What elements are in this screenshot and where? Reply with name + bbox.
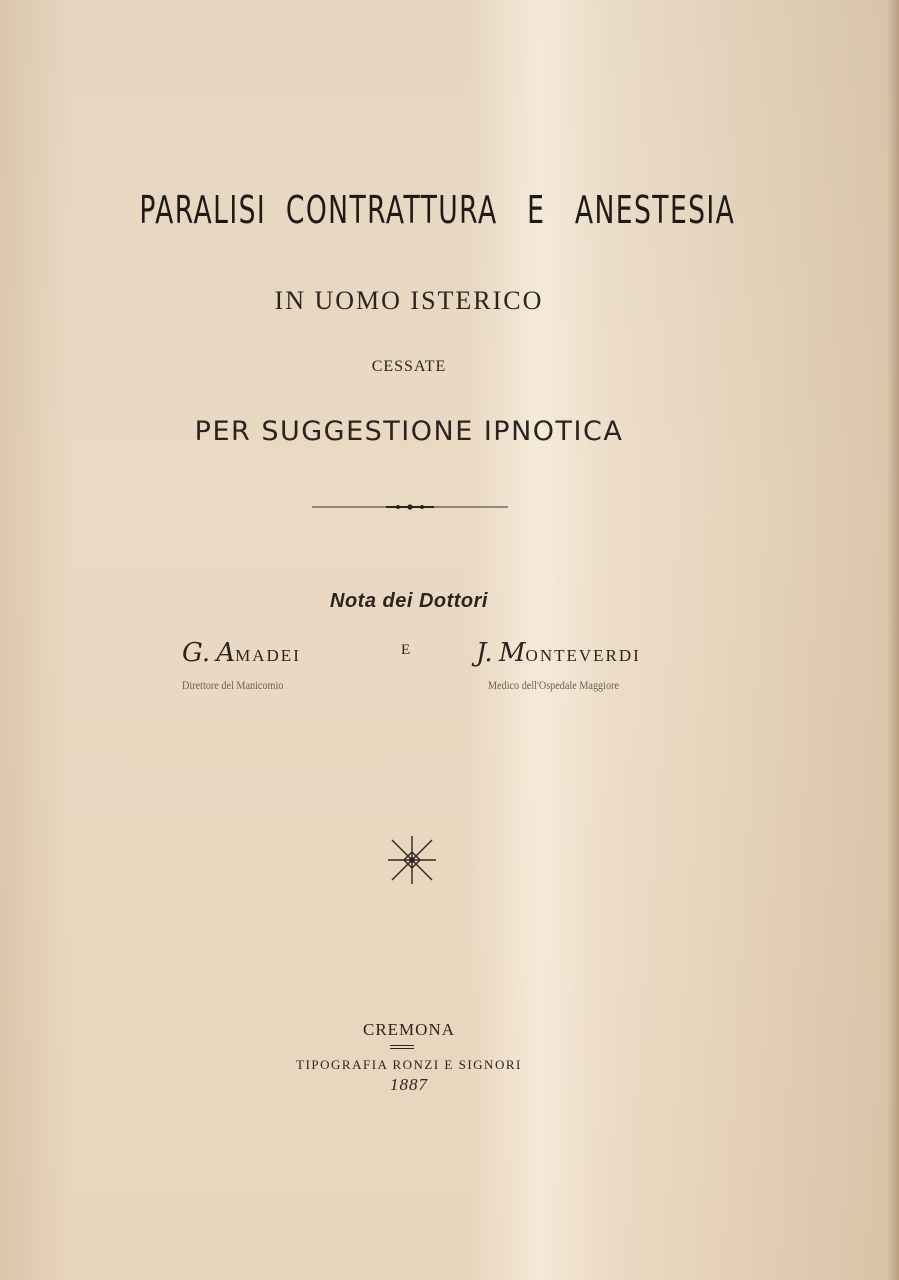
- page-edge-shadow: [887, 0, 899, 1280]
- subtitle-line-1: IN UOMO ISTERICO: [274, 286, 544, 315]
- conjunction: E: [401, 642, 411, 658]
- author-1-cap: A: [216, 638, 236, 668]
- printer-name: TIPOGRAFIA RONZI E SIGNORI: [296, 1057, 522, 1072]
- ornamental-rule-icon: [312, 500, 508, 514]
- author-1-initial: G.: [182, 638, 211, 668]
- title-word: E: [527, 188, 546, 232]
- subtitle-line-2: CESSATE: [371, 358, 447, 375]
- main-title: [123, 188, 752, 232]
- author-1-surname: MADEI: [235, 646, 301, 665]
- title-word: PARALISI: [139, 188, 267, 232]
- publication-city: CREMONA: [362, 1020, 455, 1039]
- author-2-cap: M: [498, 638, 526, 668]
- author-2-initial: J.: [476, 638, 493, 668]
- star-ornament-icon: [386, 834, 438, 886]
- title-word: ANESTESIA: [574, 188, 736, 232]
- author-1-role: Direttore del Manicomio: [182, 678, 284, 692]
- authors-heading: Nota dei Dottori: [330, 590, 488, 612]
- publication-year: 1887: [390, 1075, 428, 1094]
- author-2-role: Medico dell'Ospedale Maggiore: [488, 678, 620, 692]
- author-2-surname: ONTEVERDI: [525, 646, 641, 665]
- author-1-name: [182, 638, 301, 668]
- double-rule-icon: [382, 1044, 422, 1050]
- title-word: CONTRATTURA: [285, 188, 498, 232]
- subtitle-line-3: PER SUGGESTIONE IPNOTICA: [194, 416, 624, 447]
- author-2-name: [476, 638, 641, 668]
